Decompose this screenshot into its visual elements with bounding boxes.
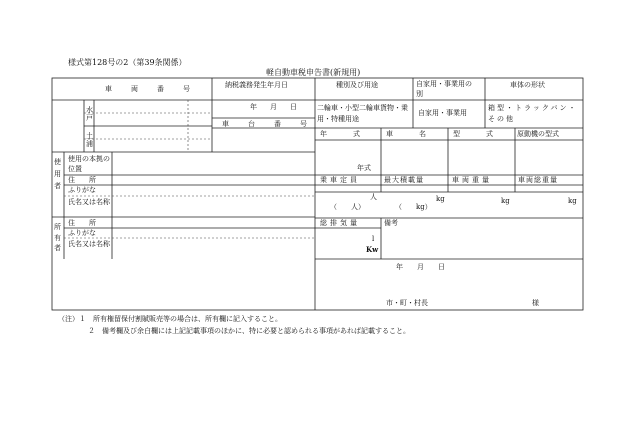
kg-paren: （ kg） (395, 203, 432, 211)
footer-honorific: 様 (532, 299, 539, 307)
form-number: 様式第128号の2（第39条関係） (68, 58, 187, 67)
type-options: 二輪車・小型二輪車貨物・乗用・特種用途 (317, 104, 408, 123)
chassis-number-label: 車 台 番 号 (222, 120, 313, 128)
engine-model-label: 原動機の型式 (517, 130, 559, 138)
max-load-label: 最大積載量 (384, 176, 424, 184)
header-tax-date: 納税義務発生年月日 (225, 81, 288, 89)
user-base-location: 使用の本拠の位置 (68, 155, 110, 173)
user-furigana: ふりがな (68, 186, 96, 194)
user-section-label: 使用者 (54, 158, 61, 190)
owner-furigana: ふりがな (68, 229, 96, 237)
tax-date-value: 年 月 日 (250, 103, 300, 111)
user-address: 住 所 (68, 176, 96, 184)
kw-unit: Kw (366, 245, 379, 254)
note-2: ２ 備考欄及び余白欄には上記記載事項のほかに、特に必要と認められる事項があれば記載すること。 (88, 327, 410, 335)
kg-unit-gross: kg (568, 197, 577, 205)
persons-paren: （ 人） (330, 203, 365, 211)
header-type-use: 種別及び用途 (336, 81, 378, 89)
tsuchiura-label: 土浦 (86, 132, 93, 148)
body-options: 箱型・トラックバン・その他 (488, 104, 578, 123)
owner-name: 氏名又は名称 (68, 240, 110, 248)
capacity-label: 乗車定員 (320, 176, 360, 184)
liter-unit: l (372, 235, 375, 243)
mito-label: 水戸 (86, 106, 93, 122)
kg-unit-vehicle: kg (501, 197, 510, 205)
header-vehicle-number: 車 両 番 号 (105, 85, 196, 93)
vehicle-weight-label: 車両重量 (452, 176, 492, 184)
displacement-label: 総排気量 (320, 219, 360, 227)
header-private-business: 自家用・事業用の 別 (416, 80, 486, 98)
owner-section-label: 所有者 (54, 223, 61, 252)
type-label: 型 式 (453, 130, 497, 138)
user-name: 氏名又は名称 (68, 198, 110, 206)
owner-address: 住 所 (68, 219, 96, 227)
private-business-value: 自家用・事業用 (418, 109, 467, 117)
nendo-unit: 年式 (357, 164, 371, 172)
kg-unit-max: kg (436, 195, 445, 203)
gross-weight-label: 車両総重量 (518, 176, 558, 184)
footer-municipality: 市・町・村長 (386, 299, 428, 307)
note-1: （注）１ 所有権留保付割賦販売等の場合は、所有欄に記入すること。 (58, 315, 282, 323)
model-year-label: 年 式 (320, 130, 364, 138)
header-body-shape: 車体の形状 (510, 81, 545, 89)
page-title: 軽自動車税申告書(新規用) (266, 68, 361, 77)
persons-unit: 人 (370, 193, 377, 201)
remarks-label: 備考 (384, 219, 398, 227)
car-name-label: 車 名 (386, 130, 430, 138)
footer-date: 年 月 日 (396, 263, 445, 271)
